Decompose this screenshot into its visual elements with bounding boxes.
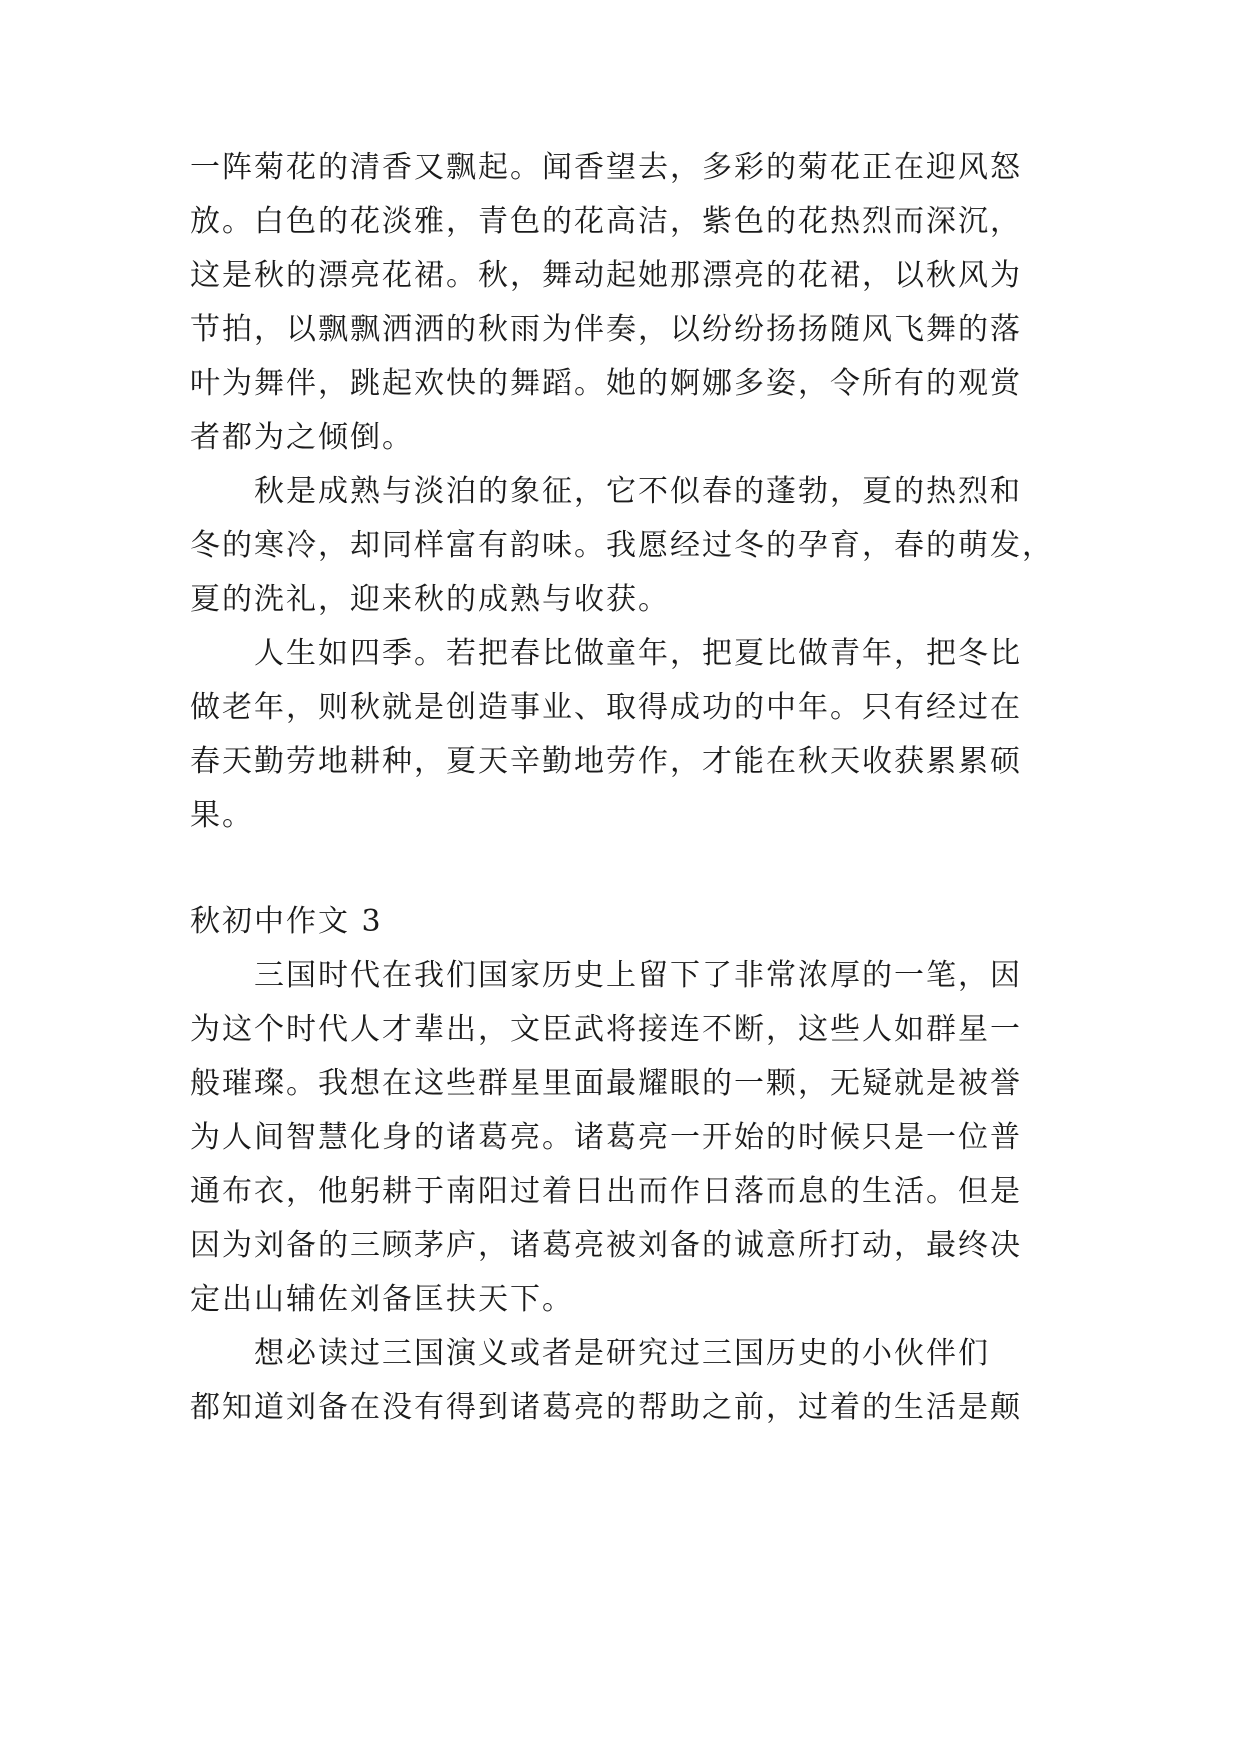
paragraph-line: 通布衣，他躬耕于南阳过着日出而作日落而息的生活。但是 bbox=[190, 1174, 1022, 1209]
paragraph-line: 者都为之倾倒。 bbox=[190, 420, 414, 455]
paragraph-line: 秋是成熟与淡泊的象征，它不似春的蓬勃，夏的热烈和 bbox=[254, 474, 1022, 509]
paragraph-line: 想必读过三国演义或者是研究过三国历史的小伙伴们 bbox=[254, 1336, 990, 1371]
paragraph-line: 都知道刘备在没有得到诸葛亮的帮助之前，过着的生活是颠 bbox=[190, 1390, 1022, 1425]
paragraph-line: 一阵菊花的清香又飘起。闻香望去，多彩的菊花正在迎风怒 bbox=[190, 150, 1022, 185]
paragraph-line: 人生如四季。若把春比做童年，把夏比做青年，把冬比 bbox=[254, 636, 1022, 671]
section-title: 秋初中作文 3 bbox=[190, 904, 383, 939]
paragraph-line: 春天勤劳地耕种，夏天辛勤地劳作，才能在秋天收获累累硕 bbox=[190, 744, 1022, 779]
paragraph-line: 冬的寒冷，却同样富有韵味。我愿经过冬的孕育，春的萌发， bbox=[190, 528, 1054, 563]
paragraph-line: 做老年，则秋就是创造事业、取得成功的中年。只有经过在 bbox=[190, 690, 1022, 725]
paragraph-line: 般璀璨。我想在这些群星里面最耀眼的一颗，无疑就是被誉 bbox=[190, 1066, 1022, 1101]
paragraph-line: 三国时代在我们国家历史上留下了非常浓厚的一笔，因 bbox=[254, 958, 1022, 993]
paragraph-line: 节拍，以飘飘洒洒的秋雨为伴奏，以纷纷扬扬随风飞舞的落 bbox=[190, 312, 1022, 347]
paragraph-line: 为这个时代人才辈出，文臣武将接连不断，这些人如群星一 bbox=[190, 1012, 1022, 1047]
paragraph-line: 夏的洗礼，迎来秋的成熟与收获。 bbox=[190, 582, 670, 617]
paragraph-line: 因为刘备的三顾茅庐，诸葛亮被刘备的诚意所打动，最终决 bbox=[190, 1228, 1022, 1263]
paragraph-line: 叶为舞伴，跳起欢快的舞蹈。她的婀娜多姿，令所有的观赏 bbox=[190, 366, 1022, 401]
paragraph-line: 放。白色的花淡雅，青色的花高洁，紫色的花热烈而深沉， bbox=[190, 204, 1022, 239]
paragraph-line: 这是秋的漂亮花裙。秋，舞动起她那漂亮的花裙，以秋风为 bbox=[190, 258, 1022, 293]
paragraph-line: 果。 bbox=[190, 798, 254, 833]
paragraph-line: 为人间智慧化身的诸葛亮。诸葛亮一开始的时候只是一位普 bbox=[190, 1120, 1022, 1155]
paragraph-line: 定出山辅佐刘备匡扶天下。 bbox=[190, 1282, 574, 1317]
